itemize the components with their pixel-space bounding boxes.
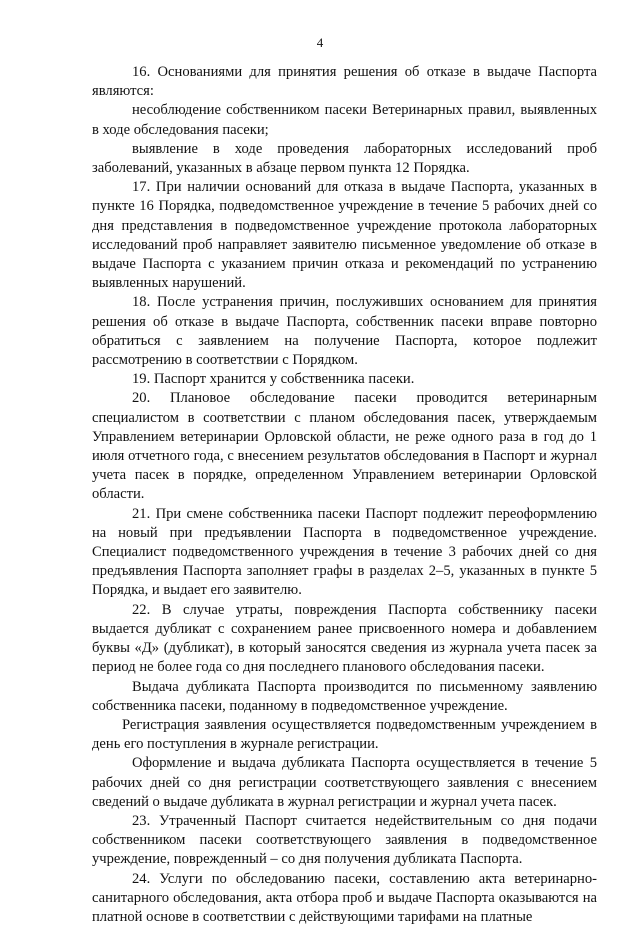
paragraph-16: 16. Основаниями для принятия решения об отказе в выдаче Паспорта являются: [92, 64, 597, 100]
document-body [92, 63, 597, 927]
paragraph-16-item-2: выявление в ходе проведения лабораторных исследований проб заболеваний, указанных в абзаце первом пункта 12 Порядка. [92, 140, 597, 177]
paragraph-22-duplicate-issue: Выдача дубликата Паспорта производится по письменному заявлению собственника пасеки, поданному в подведомственное учреждение. [92, 678, 597, 714]
paragraph-17: 17. При наличии оснований для отказа в выдаче Паспорта, указанных в пункте 16 Порядка, подведомственное учреждение в течение 5 рабочих дней со дня представления в подведомственное учреждение протокола лабораторных исследований проб направляет заявителю письменное уведомление об отказе в выдаче Паспорта с указанием причин отказа и рекомендаций по устранению выявленных нарушений. [92, 179, 597, 292]
page-number: 4 [316, 35, 324, 50]
paragraph-21: 21. При смене собственника пасеки Паспорт подлежит переоформлению на новый при предъявлении Паспорта в подведомственное учреждение. Специалист подведомственного учреждения в течение 3 рабочих дней со дня предъявления Паспорта заполняет графы в разделах 2–5, указанных в пункте 5 Порядка, и выдает его заявителю. [92, 505, 597, 599]
paragraph-22-registration: Регистрация заявления осуществляется подведомственным учреждением в день его поступления в журнале регистрации. [92, 716, 597, 753]
paragraph-22: 22. В случае утраты, повреждения Паспорта собственнику пасеки выдается дубликат с сохранением ранее присвоенного номера и добавлением буквы «Д» (дубликат), в который заносятся сведения из журнала учета пасек за период не более года со дня последнего планового обследования пасеки. [92, 601, 597, 676]
paragraph-23: 23. Утраченный Паспорт считается недействительным со дня подачи собственником пасеки соответствующего заявления в подведомственное учреждение, поврежденный – со дня получения дубликата Паспорта. [92, 812, 597, 868]
paragraph-19: 19. Паспорт хранится у собственника пасеки. [132, 371, 415, 388]
paragraph-20: 20. Плановое обследование пасеки проводится ветеринарным специалистом в соответствии с планом обследования пасек, утверждаемым Управлением ветеринарии Орловской области, не реже одного раза в год до 1 июля отчетного года, с внесением результатов обследования в Паспорт и журнал учета пасек в порядке, определенном Управлением ветеринарии Орловской области. [92, 390, 597, 503]
paragraph-16-item-1: несоблюдение собственником пасеки Ветеринарных правил, выявленных в ходе обследования пасеки; [92, 102, 597, 138]
paragraph-18: 18. После устранения причин, послуживших основанием для принятия решения об отказе в выдаче Паспорта, собственник пасеки вправе повторно обратиться с заявлением на получение Паспорта, которое подлежит рассмотрению в соответствии с Порядком. [92, 294, 597, 369]
paragraph-22-duplicate-processing: Оформление и выдача дубликата Паспорта осуществляется в течение 5 рабочих дней со дня регистрации соответствующего заявления с внесением сведений о выдаче дубликата в журнал регистрации и журнал учета пасек. [92, 755, 597, 810]
paragraph-24: 24. Услуги по обследованию пасеки, составлению акта ветеринарно-санитарного обследования, акта отбора проб и выдаче Паспорта оказываются на платной основе в соответствии с действующими тарифами на платные [92, 870, 597, 925]
